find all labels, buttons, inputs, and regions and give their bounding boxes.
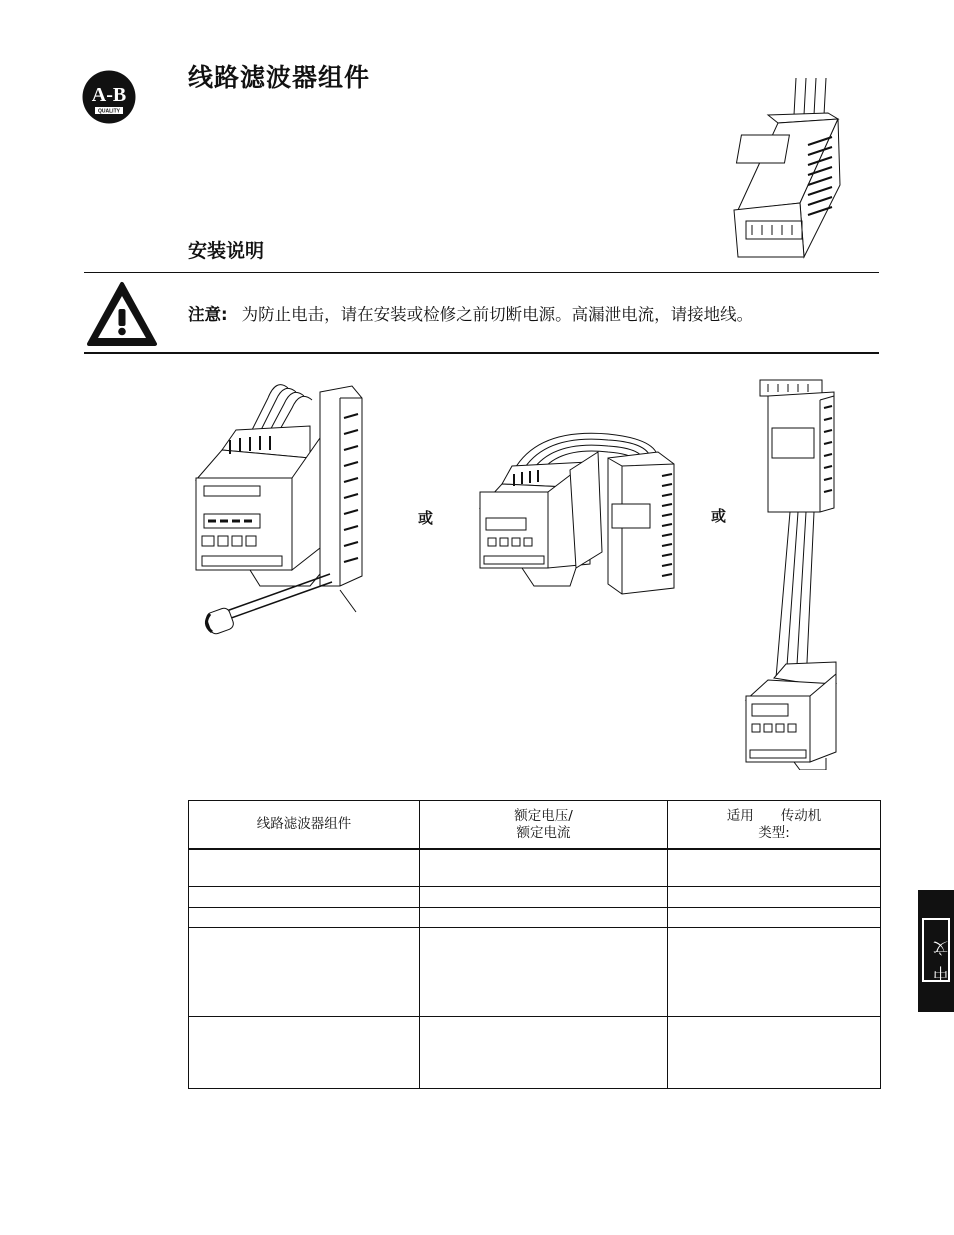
warning-body: 为防止电击，请在安装或检修之前切断电源。高漏泄电流，请接地线。: [241, 305, 754, 324]
table-cell: [668, 886, 881, 907]
table-row: [189, 927, 881, 1016]
table-cell: [420, 907, 668, 927]
language-tab: [918, 890, 954, 1012]
table-cell: [668, 907, 881, 927]
table-cell: [189, 927, 420, 1016]
table-row: [189, 849, 881, 886]
table-cell: [420, 927, 668, 1016]
table-cell: [189, 886, 420, 907]
drive-with-filter-mounted-behind: [190, 378, 370, 646]
drive-with-remote-filter: [740, 378, 840, 770]
drive-with-filter-side-mounted: [478, 430, 690, 598]
warning-text: [188, 301, 753, 325]
svg-text:A-B: A-B: [91, 84, 127, 106]
spec-table: [188, 800, 881, 1089]
header-drive-type: 适用 传动机 类型:: [668, 801, 881, 850]
table-cell: [420, 886, 668, 907]
top-divider: [84, 272, 879, 273]
table-row: [189, 907, 881, 927]
svg-text:QUALITY: QUALITY: [98, 108, 120, 115]
header-filter-kit: 线路滤波器组件: [189, 801, 420, 850]
table-cell: [668, 927, 881, 1016]
page-subtitle: 安装说明: [188, 240, 265, 262]
line-filter-illustration: [728, 75, 848, 260]
table-row: [189, 886, 881, 907]
or-label-2: 或: [711, 507, 727, 525]
page-title: 线路滤波器组件: [188, 63, 371, 92]
table-cell: [189, 849, 420, 886]
or-label-1: 或: [418, 509, 434, 527]
language-tab-label: 中文: [932, 931, 950, 981]
bottom-divider: [84, 352, 879, 354]
header-rating: 额定电压/ 额定电流: [420, 801, 668, 850]
table-cell: [668, 849, 881, 886]
table-header-row: [189, 801, 881, 850]
table-cell: [189, 1016, 420, 1088]
language-tab-frame: [922, 918, 950, 982]
table-cell: [420, 849, 668, 886]
warning-label: 注意:: [188, 305, 228, 324]
table-row: [189, 1016, 881, 1088]
table-cell: [189, 907, 420, 927]
table-cell: [668, 1016, 881, 1088]
warning-icon: [86, 281, 158, 347]
allen-bradley-logo: [82, 70, 136, 124]
table-cell: [420, 1016, 668, 1088]
